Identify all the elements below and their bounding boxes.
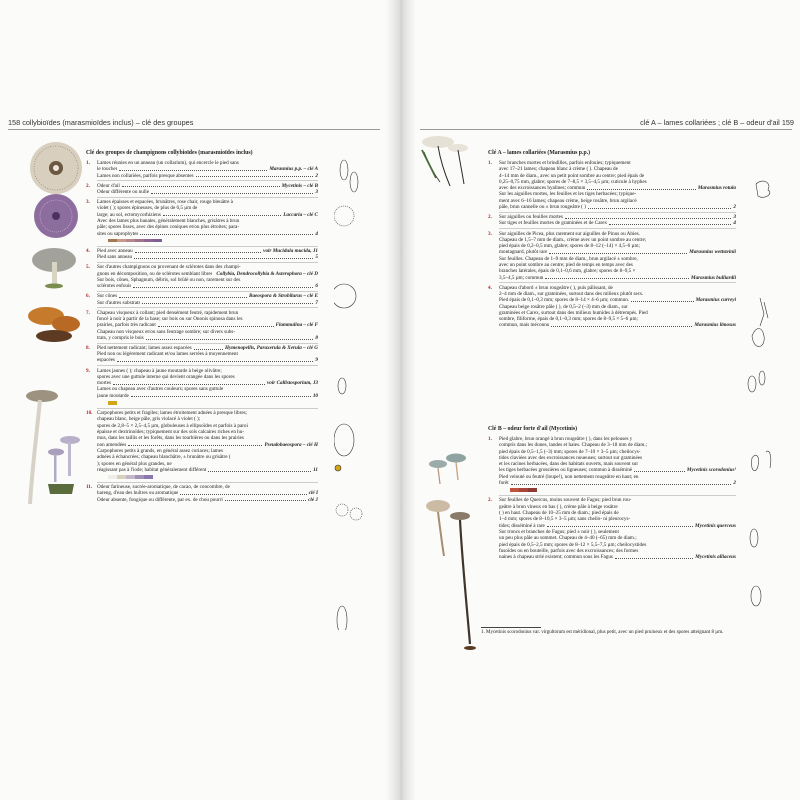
couplet-number: 3. xyxy=(488,230,492,237)
key-text-line: pied épais de 0,2–0,5 mm, glabre; spores de 8–12 (–14) × 4,5–6 µm; xyxy=(499,243,640,250)
cystidium-icon xyxy=(752,329,764,347)
key-line-text: pâle, brun cannelle ou ± brun rougeâtre ( ) xyxy=(499,204,586,211)
couplet-divider xyxy=(97,246,318,247)
colour-swatch xyxy=(153,239,162,243)
dot-leader xyxy=(615,554,693,559)
key-text-line: Sur branches mortes et brindilles, parfois enfouies; typiquement xyxy=(499,160,631,166)
key-couplet xyxy=(488,436,736,494)
key-line-text: avec des excroissances hyalines; commun xyxy=(499,185,586,192)
dot-leader xyxy=(134,254,313,259)
key-line xyxy=(499,480,736,486)
couplet-number: 6. xyxy=(86,293,90,300)
key-line xyxy=(499,322,736,328)
left-running-title: collybioïdes (marasmioïdes inclus) – clé des groupes xyxy=(22,118,194,127)
dot-leader xyxy=(119,166,267,171)
key-text-line: sombre, filiforme, épais de 0,1–0,3 mm; spores de 8–9,5 × 5–6 µm; xyxy=(499,316,638,323)
couplet-divider xyxy=(97,408,318,409)
couplet-number: 1. xyxy=(488,436,492,442)
key-text-line: un peu plus pâle au sommet. Chapeau de 4–40 (–65) mm de diam.; xyxy=(499,535,637,542)
couplet-number: 4. xyxy=(488,284,492,291)
key-target: 7 xyxy=(315,299,318,306)
key-text-line: Sur feuilles. Chapeau de 1–9 mm de diam., brun argilacé ± sombre, xyxy=(499,255,638,262)
key-line-text: les tiges herbacées grossières ou ligneuses; commun à disséminé xyxy=(499,467,633,474)
key-line-text: Sur aiguilles ou feuilles mortes xyxy=(499,214,563,221)
key-line xyxy=(97,300,318,306)
key-target: voir Callistosporium, J3 xyxy=(267,380,318,387)
key-line xyxy=(97,467,318,473)
key-line xyxy=(499,275,736,281)
dot-leader xyxy=(128,442,262,447)
key-line-text: Pied nettement radicant; lames assez espacées xyxy=(97,344,192,351)
key-couplet xyxy=(488,231,736,281)
key-text-line: adnées à échancrées; chapeau blanchâtre, ± brunâtre ou grisâtre ( xyxy=(97,454,231,461)
couplet-number: 2. xyxy=(86,182,90,189)
dot-leader xyxy=(208,467,311,472)
key-line-text: prairies, parfois très radicant xyxy=(97,322,156,329)
key-couplet xyxy=(86,368,318,407)
key-text-line: Chapeau de 1,5–7 mm de diam., crème avec un point sombre au centre; xyxy=(499,236,647,243)
cheilocystidium-icon xyxy=(752,455,759,470)
couplet-divider xyxy=(97,307,318,308)
key-a-column xyxy=(488,150,736,330)
key-text-line: 1–4 mm; spores de 8–10,5 × 3–5 µm; sans cheilo- ni pleurocys- xyxy=(499,516,631,523)
key-target: 4 xyxy=(315,230,318,237)
couplet-number: 4. xyxy=(86,247,90,254)
dot-leader xyxy=(140,231,313,236)
key-title: Clé B – odeur forte d'ail (Mycetinis) xyxy=(488,426,578,432)
colour-swatch xyxy=(108,475,117,479)
key-text-line: Lames épaisses et espacées, brunâtres, rose chair, rouge bleuâtre à xyxy=(97,199,233,206)
colour-swatch xyxy=(510,488,519,492)
key-text-line: branches latérales, épais de 0,1–0,6 mm, glabre; spores de 8–9,5 × xyxy=(499,268,636,275)
dot-leader xyxy=(117,357,313,362)
cheilocystidium-icon xyxy=(766,451,771,468)
key-target: Mycetinis alliaceus xyxy=(695,554,736,561)
key-line-text: Odeur différente ou nulle xyxy=(97,188,150,195)
colour-swatch xyxy=(108,239,117,243)
key-target: Marasmius curreyi xyxy=(695,297,736,304)
key-text-line: compris dans les dunes, landes et haies. Chapeau de 3–18 mm de diam.; xyxy=(499,442,648,449)
key-line-text: sites ou saprophytes xyxy=(97,230,139,237)
key-target: 4 xyxy=(733,220,736,227)
key-text-line: pied épais de 0,5–2,5 mm; spores de 8–12 × 5,5–7,5 µm; cheilocystides xyxy=(499,541,647,548)
key-text-line: Chapeau non visqueux et/ou sans feutrage sombre; sur divers subs- xyxy=(97,328,236,335)
dot-leader xyxy=(551,322,692,327)
key-text-line: pied épais de 0,5–1,5 (–3) mm; spores de 7–10 × 3–5 µm; cheilocys- xyxy=(499,448,641,455)
marasmius-rotula-photo xyxy=(422,136,468,186)
key-couplet xyxy=(86,160,318,179)
couplet-number: 5. xyxy=(86,264,90,271)
key-text-line: avec 17–21 lames; chapeau blanc à crème ( ). Chapeau de xyxy=(499,166,618,173)
right-running-head xyxy=(640,118,794,127)
key-text-line: Sur bois, cônes, Sphagnum, débris, sol brûlé ou non, rarement sur des xyxy=(97,276,241,283)
key-title: Clé des groupes de champignons collybioïdes (marasmioïdes inclus) xyxy=(86,150,253,156)
dot-leader xyxy=(511,480,732,485)
key-line-text: gnons en décomposition, ou de sclérotes semblant libres xyxy=(97,270,213,277)
key-text-line: ); spores en général plus grandes, ne xyxy=(97,460,172,467)
dot-leader xyxy=(151,189,313,194)
key-line-text: Odeur absente, fongique ou différente, par ex. de chou pourri xyxy=(97,496,223,503)
dot-leader xyxy=(634,467,685,472)
key-target: Pseudobaeospora – clé H xyxy=(264,441,318,448)
key-text-line: violet ( ); spores épineuses, de plus de 6,5 µm de xyxy=(97,205,198,212)
dot-leader xyxy=(158,322,274,327)
laccaria-photo xyxy=(34,194,78,238)
key-line-text: Odeur d'ail xyxy=(97,182,120,189)
key-couplet xyxy=(488,214,736,227)
couplet-divider xyxy=(97,365,318,366)
key-text-line: spores de 2,8–5 × 2,5–4,5 µm, globuleuses à ellipsoïdes et parfois à paroi xyxy=(97,422,248,429)
dot-leader xyxy=(146,335,314,340)
key-target: Hymenopellis, Paraxerula & Xerula – clé G xyxy=(225,344,318,351)
couplet-number: 1. xyxy=(86,160,90,166)
colour-swatch-strip xyxy=(108,474,318,480)
key-target: Marasmius rotula xyxy=(697,185,736,192)
dot-leader xyxy=(587,185,696,190)
couplet-divider xyxy=(97,262,318,263)
couplet-number: 8. xyxy=(86,344,90,351)
key-target: Marasmius bulliardii xyxy=(691,274,736,281)
key-text-line: Lames ou chapeau avec d'autres couleurs; spores sans guttule xyxy=(97,386,224,393)
dot-leader xyxy=(142,300,313,305)
key-couplet xyxy=(488,160,736,210)
key-text-line: et les racines herbacées, dans des habitats ouverts, mais souvent sur xyxy=(499,461,639,468)
key-line-text: le toucher xyxy=(97,166,118,173)
colour-swatch xyxy=(144,475,153,479)
couplet-divider xyxy=(499,212,736,213)
key-text-line: ( ) en haut. Chapeau de 10–25 mm de diam.; pied épais de xyxy=(499,510,619,517)
key-text-line: tides claviées avec des excroissances noueuses; surtout sur graminées xyxy=(499,454,643,461)
colour-swatch xyxy=(126,239,135,243)
key-line xyxy=(97,271,318,277)
spiny-spore-icon xyxy=(334,206,354,226)
key-line-text: Pied épais de 0,1–0,3 mm; spores de 8–14 × 4–6 µm; commun. xyxy=(499,297,630,304)
key-target: 2 xyxy=(733,480,736,487)
couplet-number: 2. xyxy=(488,214,492,221)
key-target: 9 xyxy=(315,357,318,364)
key-target: voir Mucidula mucida, J1 xyxy=(263,247,318,254)
key-target: Laccaria – clé C xyxy=(283,211,318,218)
spore-oval-icon xyxy=(751,586,761,606)
spore-large-icon xyxy=(334,424,354,456)
spore-oval-icon xyxy=(350,172,358,192)
key-target: 10 xyxy=(312,392,318,399)
key-text-line: ment avec 6–16 lames; chapeau crème, beige rosâtre, brun argilacé xyxy=(499,197,637,204)
key-text-line: Chapeau d'abord ± brun rougeâtre ( ), puis pâlissant, de xyxy=(499,284,613,291)
key-couplet xyxy=(86,199,318,244)
dot-leader xyxy=(565,214,731,219)
key-text-line: Carpophores petits et fragiles; lames étroitement adnées à presque libres; xyxy=(97,410,248,417)
couplet-number: 1. xyxy=(488,160,492,166)
dot-leader xyxy=(135,248,261,253)
key-line-text: large; au sol, ectomycorhiziens xyxy=(97,211,161,218)
key-line xyxy=(97,254,318,260)
key-text-line: mus, dans les taillis et les forêts, dans les tourbières ou dans les prairies xyxy=(97,435,244,442)
mycetinis-scorodonius-photo xyxy=(429,454,466,485)
key-target: Flammulina – clé F xyxy=(275,322,318,329)
key-text-line: Sur aiguilles de Picea, plus rarement sur aiguilles de Pinus ou Abies. xyxy=(499,230,640,237)
key-text-line: Pied non ou légèrement radicant et/ou lames serrées à moyennement xyxy=(97,351,238,358)
couplet-divider xyxy=(499,495,736,496)
key-text-line: geâtre à brun vineux en bas ( ), crème pâle à beige rosâtre xyxy=(499,503,618,510)
footnote-rule xyxy=(481,627,541,628)
colour-swatch xyxy=(117,475,126,479)
couplet-divider xyxy=(97,197,318,198)
key-target: Mycetinis – clé B xyxy=(281,182,318,189)
key-couplet xyxy=(488,285,736,329)
key-text-line: fusoïdes ou en bouteille, parfois avec des excroissances; des formes xyxy=(499,547,639,554)
key-line-text: montagnard, plutôt rare xyxy=(499,249,548,256)
left-key-column xyxy=(86,150,318,504)
key-target: Marasmius limosus xyxy=(694,322,736,329)
colour-swatch xyxy=(519,488,528,492)
couplet-number: 2. xyxy=(488,497,492,504)
dot-leader xyxy=(131,393,311,398)
colour-swatch xyxy=(135,475,144,479)
left-header-rule xyxy=(8,129,380,130)
key-line-text: tides; disséminé à rare xyxy=(499,522,545,529)
collybia-photo xyxy=(28,307,80,342)
key-target: clé J xyxy=(308,496,318,503)
key-target: Mycetinis scorodonius¹ xyxy=(686,467,736,474)
colour-swatch-strip xyxy=(510,487,736,493)
couplet-divider xyxy=(97,291,318,292)
key-text-line: Sur troncs et branches de Fagus; pied ± noir ( ), seulement xyxy=(499,528,619,535)
key-text-line: Pied glabre, brun orangé à brun rougeâtre ( ), dans les pelouses y xyxy=(499,436,633,442)
marasmius-gill-photo xyxy=(30,142,82,194)
spiny-spore-icon xyxy=(336,504,348,516)
key-couplet xyxy=(86,183,318,196)
mushroom-photo-column xyxy=(26,140,86,510)
dot-leader xyxy=(549,249,687,254)
dot-leader xyxy=(196,173,314,178)
dot-leader xyxy=(194,345,223,350)
key-text-line: 0,25–0,75 mm, glabre; spores de 7–8,5 × 3,5–4,5 µm; cuticule à hyphes xyxy=(499,178,647,185)
spore-oval-icon xyxy=(748,376,756,392)
key-line-text: hareng, d'eau des huîtres ou aromatique xyxy=(97,490,179,497)
key-text-line: Lames réunies en un anneau (un collarium), qui encercle le pied sans xyxy=(97,160,239,166)
key-target: 3 xyxy=(733,214,736,221)
key-text-line: Sur feuilles de Quercus, moins souvent de Fagus; pied brun rou- xyxy=(499,497,632,504)
colour-swatch-strip xyxy=(108,400,318,406)
dot-leader xyxy=(631,297,693,302)
dot-leader xyxy=(180,490,306,495)
key-text-line: foncé à noir à partir de la base; sur bois ou sur Ononis spinosa dans les xyxy=(97,315,243,322)
key-line xyxy=(499,467,736,473)
key-line-text: jaune moutarde xyxy=(97,392,129,399)
spore-drawings-left xyxy=(334,150,376,630)
key-couplet xyxy=(86,484,318,503)
key-target: Collybia, Dendrocollybia & Asterophora – clé D xyxy=(216,270,318,277)
couplet-divider xyxy=(97,180,318,181)
colour-swatch xyxy=(528,488,537,492)
key-text-line: Lames jaunes ( ); chapeau à jaune moutarde à beige olivâtre; xyxy=(97,367,222,374)
key-line-text: Pied avec anneau xyxy=(97,247,133,254)
dot-leader xyxy=(588,204,732,209)
key-line xyxy=(97,173,318,179)
footnote-text: 1. Mycetinis scorodonius var. virgultorum est méridional, plus petit, avec un pied pruineux et des spores atteignant 8 µm. xyxy=(481,630,724,635)
key-line-text: sclérotes enfouis xyxy=(97,283,132,290)
spore-oval-icon xyxy=(338,378,346,394)
spore-drawings-right xyxy=(742,176,782,616)
key-couplet xyxy=(488,497,736,560)
pseudobaeospora-photo xyxy=(48,436,80,494)
couplet-divider xyxy=(499,282,736,283)
right-photo-column xyxy=(408,128,484,768)
key-line xyxy=(499,554,736,560)
key-text-line: spores avec une guttule interne qui devient orangée dans les spores xyxy=(97,373,235,380)
key-line xyxy=(499,297,736,303)
dot-leader xyxy=(225,497,306,502)
key-target: Baeospora & Strobilurus – clé E xyxy=(249,293,318,300)
key-line xyxy=(97,189,318,195)
key-couplet xyxy=(86,264,318,289)
spiny-spore-icon xyxy=(350,508,362,520)
couplet-number: 10. xyxy=(86,410,93,417)
dot-leader xyxy=(119,293,247,298)
key-line-text: Pied sans anneau xyxy=(97,254,133,261)
key-text-line: avec un point sombre au centre; pied de temps en temps avec des xyxy=(499,262,633,269)
key-line-text: commun, mais méconnu xyxy=(499,322,550,329)
cystidium-icon xyxy=(760,298,768,326)
colour-swatch-strip xyxy=(108,238,318,244)
key-b-column xyxy=(488,426,736,562)
key-target: 2 xyxy=(315,172,318,179)
guttulate-spore-icon xyxy=(335,465,341,471)
dot-leader xyxy=(113,380,265,385)
colour-swatch xyxy=(126,475,135,479)
key-text-line: Carpophores petits à grands, en général assez coriaces; lames xyxy=(97,447,224,454)
key-text-line: chapeau blanc, beige pâle, gris violacé à violet ( ); xyxy=(97,416,201,423)
key-line xyxy=(97,335,318,341)
key-line-text: naines à chapeau strié existent; commun sous les Fagus xyxy=(499,554,613,561)
key-line-text: Lames non collariées, parfois presque absentes xyxy=(97,172,194,179)
key-target: 2 xyxy=(733,204,736,211)
key-couplet xyxy=(86,410,318,480)
key-line-text: trats, y compris le bois xyxy=(97,334,144,341)
key-target: 6 xyxy=(315,283,318,290)
key-line xyxy=(499,204,736,210)
key-text-line: graminées et Carex, surtout dans des milieux humides à détrempés. Pied xyxy=(499,309,648,316)
cystidium-icon xyxy=(756,181,770,197)
spore-oval-icon xyxy=(759,371,765,385)
colour-swatch xyxy=(144,239,153,243)
key-line-text: réagissant pas à l'iode; habitat généralement différent xyxy=(97,466,207,473)
dot-leader xyxy=(547,523,693,528)
mycetinis-querceus-photo xyxy=(426,500,476,650)
spore-oval-icon xyxy=(340,160,348,180)
key-text-line: pâle; spores lisses, avec des épines coniques et/ou plus étroites; para- xyxy=(97,224,240,231)
key-couplet xyxy=(86,293,318,306)
left-page-number: 158 xyxy=(8,118,21,127)
right-page-number: 159 xyxy=(781,118,794,127)
couplet-number: 3. xyxy=(86,199,90,206)
colour-swatch xyxy=(135,239,144,243)
key-line-text: forêt xyxy=(499,480,509,487)
key-line xyxy=(97,283,318,289)
key-line xyxy=(97,357,318,363)
key-target: Marasmius wettsteinii xyxy=(689,249,736,256)
key-line-text: non amendées xyxy=(97,441,127,448)
key-text-line: Sur d'autres champignons ou provenant de sclérotes dans des champi- xyxy=(97,264,241,271)
dot-leader xyxy=(163,212,281,217)
colour-swatch xyxy=(117,239,126,243)
key-text-line: épaisse et dextrinoïdes; typiquement sur des sols calcaires riches en hu- xyxy=(97,429,245,436)
spore-oval-icon xyxy=(750,529,758,547)
key-text-line: Sur les aiguilles mortes, les feuilles et les tiges herbacées; typique- xyxy=(499,191,637,198)
key-text-line: Avec des lames plus banales, généralement blanches, grisâtres à brun xyxy=(97,217,240,224)
dot-leader xyxy=(122,183,280,188)
left-running-head xyxy=(8,118,193,127)
key-line xyxy=(97,497,318,503)
key-couplet xyxy=(86,310,318,341)
key-text-line: Odeur farineuse, sucrée-aromatique, de cacao, de concombre, de xyxy=(97,484,230,491)
key-line-text: Sur tiges et feuilles mortes de graminées et de Carex xyxy=(499,220,608,227)
key-line xyxy=(97,393,318,399)
mucidula-photo xyxy=(32,248,76,289)
dot-leader xyxy=(609,220,731,225)
key-target: Marasmius p.p. – clé A xyxy=(269,166,318,173)
right-running-title: clé A – lames collariées ; clé B – odeur d'ail xyxy=(640,118,780,127)
key-text-line: 4–14 mm de diam., avec un petit point sombre au centre; pied épais de xyxy=(499,172,645,179)
key-couplet xyxy=(86,248,318,261)
key-target: Mycetinis querceus xyxy=(695,522,736,529)
dot-leader xyxy=(133,283,313,288)
key-line xyxy=(499,220,736,226)
key-target: 3 xyxy=(315,188,318,195)
spore-oval-icon xyxy=(337,606,347,630)
key-target: 5 xyxy=(315,254,318,261)
couplet-number: 7. xyxy=(86,309,90,316)
couplet-divider xyxy=(499,228,736,229)
key-target: 11 xyxy=(313,466,318,473)
key-text-line: Pied velouté ou feutré (loupe!), non nettement rougeâtre en haut; en xyxy=(499,473,639,480)
key-text-line: 2–4 mm de diam., sur graminées, surtout dans des milieux plutôt secs. xyxy=(499,290,644,297)
key-line-text: mortes xyxy=(97,380,111,387)
spore-round-icon xyxy=(334,284,356,308)
colour-swatch xyxy=(108,401,117,405)
key-line xyxy=(97,231,318,237)
key-title: Clé A – lames collariées (Marasmius p.p.) xyxy=(488,150,591,156)
key-line-text: espacées xyxy=(97,357,115,364)
key-couplet xyxy=(86,345,318,364)
couplet-divider xyxy=(97,343,318,344)
key-target: clé I xyxy=(308,490,318,497)
key-target: 8 xyxy=(315,334,318,341)
couplet-number: 9. xyxy=(86,367,90,374)
key-text-line: Chapeau visqueux à collant; pied densément feutré, rapidement brun xyxy=(97,309,239,316)
dot-leader xyxy=(545,275,689,280)
key-text-line: Chapeau beige rosâtre pâle ( ), de 0,5–2 (–3) mm de diam., sur xyxy=(499,303,628,310)
key-line-text: Sur cônes xyxy=(97,293,118,300)
key-line-text: 3,5–4,5 µm; commun xyxy=(499,274,544,281)
couplet-number: 11. xyxy=(86,484,93,491)
footnote xyxy=(481,627,751,636)
couplet-divider xyxy=(97,482,318,483)
key-line-text: Sur d'autres substrats xyxy=(97,299,141,306)
